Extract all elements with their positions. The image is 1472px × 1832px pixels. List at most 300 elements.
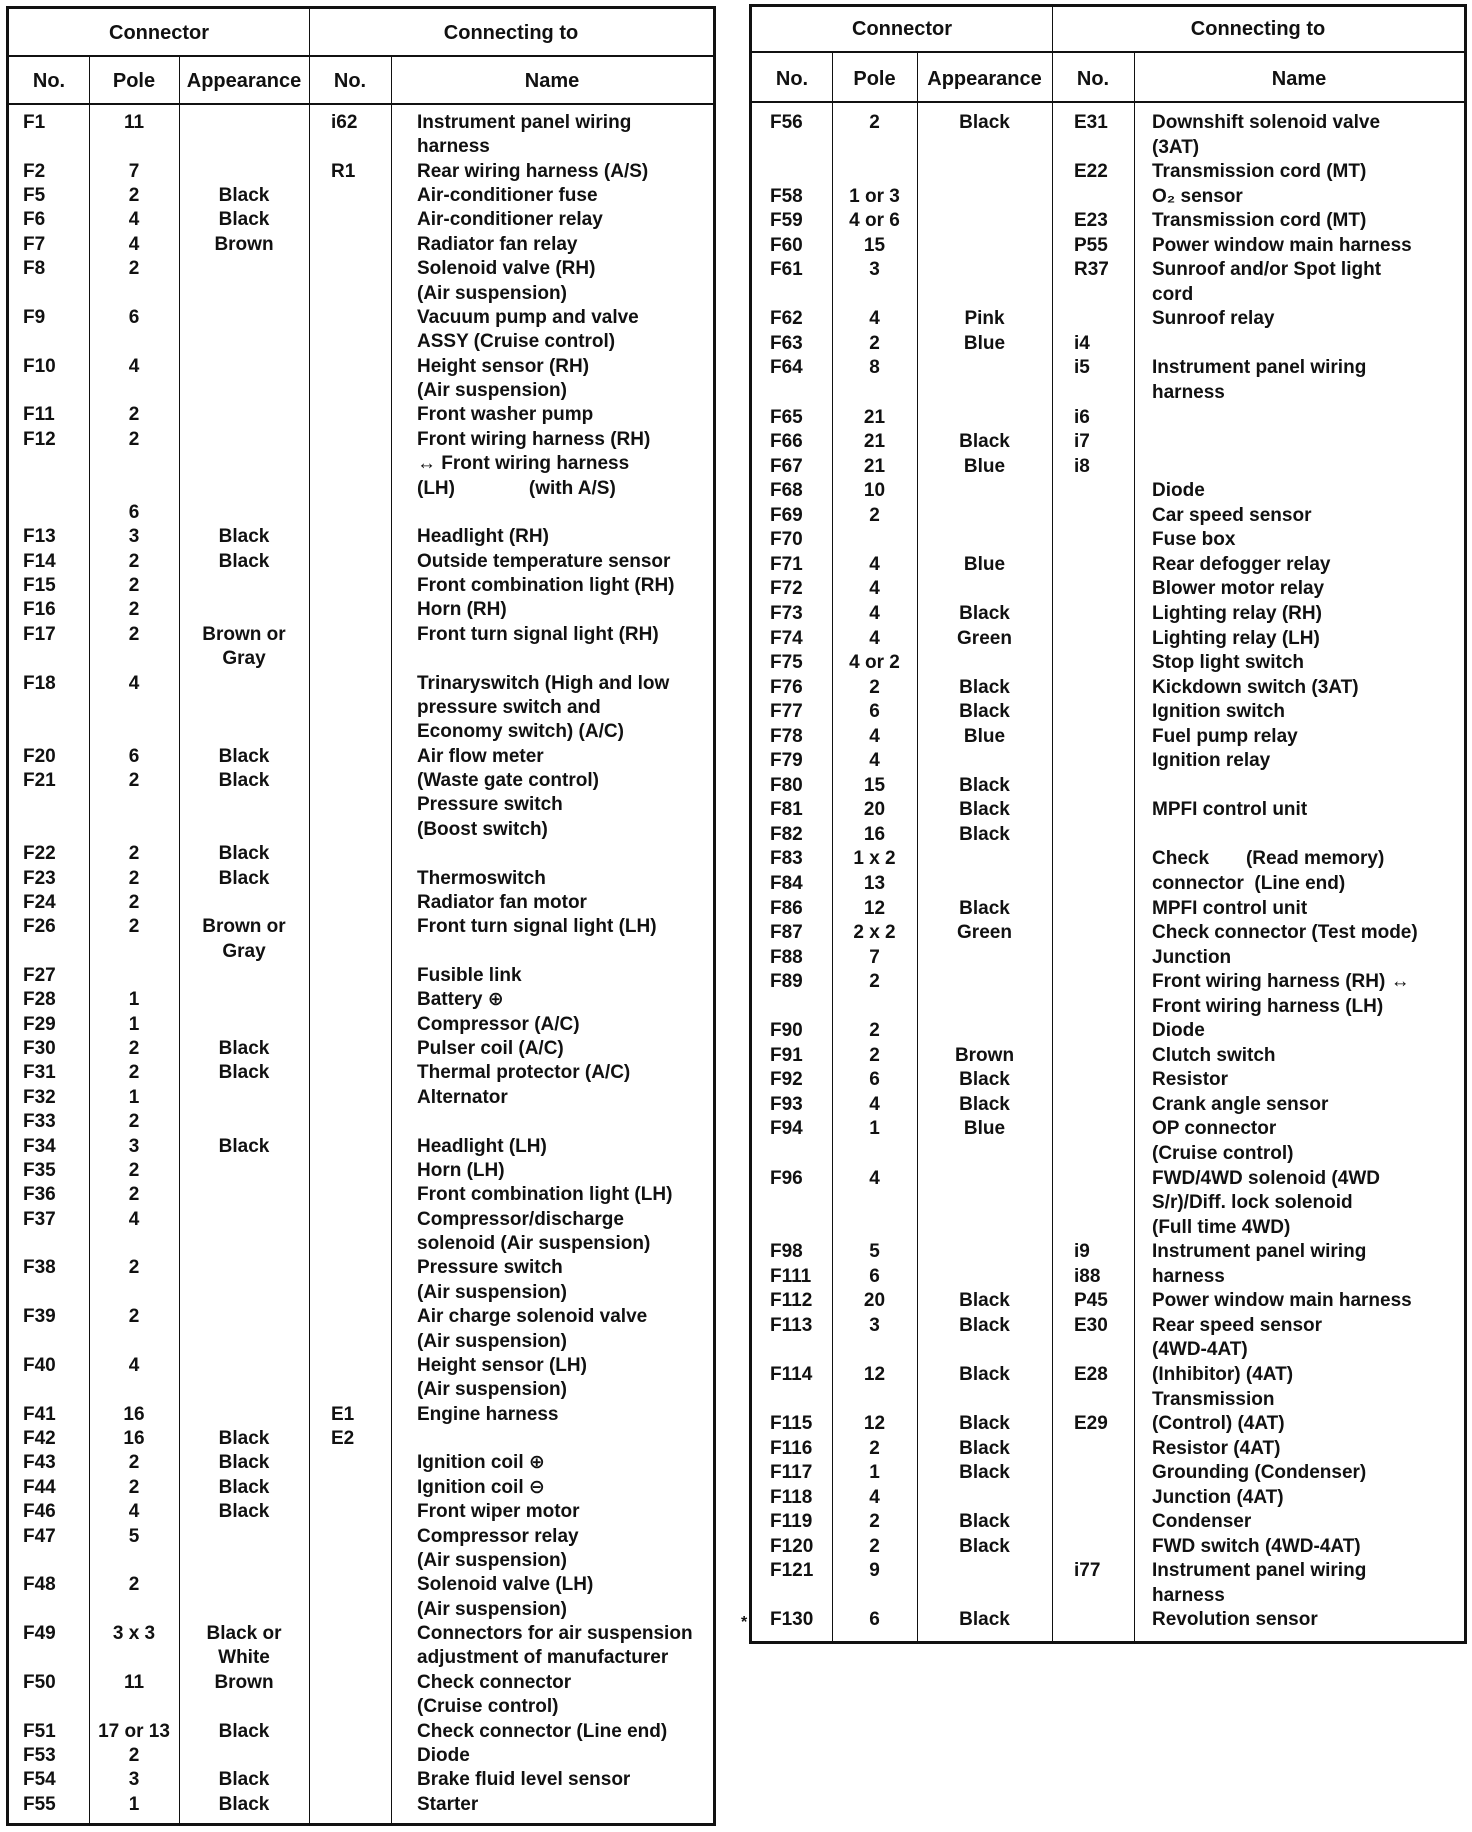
pole-count: 2	[128, 1744, 140, 1766]
connector-no: F33	[23, 1111, 56, 1133]
appearance: Black	[218, 1062, 270, 1084]
connecting-name: Sunroof relay	[1152, 308, 1275, 330]
connecting-name: Battery ⊕	[417, 989, 504, 1011]
appearance: Black	[218, 526, 270, 548]
connecting-no: i5	[1074, 357, 1090, 379]
header-name: Name	[524, 70, 580, 92]
connector-no: F120	[770, 1535, 814, 1557]
pole-count: 11	[123, 112, 145, 133]
appearance: Black	[959, 774, 1010, 796]
appearance: Brown	[954, 1044, 1015, 1066]
connector-no: F65	[770, 406, 803, 428]
connecting-name: Front combination light (RH)	[417, 575, 675, 597]
appearance: Black	[218, 1476, 270, 1498]
connector-no: F79	[770, 750, 803, 772]
connecting-no: i4	[1074, 332, 1090, 354]
header-connecting-to: Connecting to	[443, 22, 579, 44]
connector-no: F60	[770, 234, 803, 256]
pole-count: 2	[128, 404, 140, 426]
connector-no: F6	[23, 209, 46, 231]
footnote-marker: *	[741, 1614, 748, 1631]
pole-count: 2	[869, 676, 880, 698]
appearance: Black	[959, 823, 1010, 845]
connector-no: F69	[770, 504, 803, 526]
connector-no: F31	[23, 1062, 56, 1084]
connector-no: F46	[23, 1501, 56, 1523]
connector-no: F15	[23, 575, 56, 597]
appearance: Black	[218, 1720, 270, 1742]
connector-no: F118	[770, 1486, 813, 1508]
pole-count: 21	[863, 431, 886, 453]
connector-no: F89	[770, 971, 803, 993]
pole-count: 7	[869, 946, 880, 968]
connecting-name: Ignition switch	[1152, 701, 1285, 723]
pole-count: 2	[869, 1535, 880, 1557]
pole-count: 1 or 3	[849, 185, 900, 207]
connector-no: F71	[770, 553, 803, 575]
pole-count: 13	[863, 873, 886, 894]
connecting-name: Vacuum pump and valve ASSY (Cruise control)	[417, 306, 639, 353]
pole-count: 6	[128, 745, 140, 767]
pole-count: 4	[869, 1486, 880, 1508]
pole-count: 2	[869, 1511, 880, 1533]
connecting-name: Sunroof and/or Spot light cord	[1152, 259, 1382, 305]
connecting-no: i9	[1074, 1241, 1090, 1263]
connecting-name: O₂ sensor	[1152, 185, 1243, 207]
connector-no: F116	[770, 1437, 813, 1459]
pole-count: 2	[128, 185, 140, 207]
pole-count: 6	[869, 1069, 880, 1091]
appearance: Black	[959, 1609, 1010, 1631]
appearance: Black	[218, 1428, 270, 1450]
connecting-no: i8	[1074, 455, 1090, 477]
pole-count: 4	[128, 1208, 140, 1230]
connector-no: F64	[770, 357, 803, 379]
connecting-name: Rear wiring harness (A/S)	[417, 160, 649, 182]
connector-no: F86	[770, 897, 803, 919]
connecting-name: Junction (4AT)	[1152, 1486, 1284, 1508]
pole-count: 3	[869, 259, 880, 281]
connecting-name: Compressor/discharge solenoid (Air suspension)	[417, 1208, 651, 1255]
connecting-name: Starter	[417, 1793, 479, 1815]
connector-no: F32	[23, 1086, 56, 1108]
appearance: Black	[959, 1511, 1010, 1533]
pole-count: 4	[869, 602, 880, 624]
connecting-name: Crank angle sensor	[1152, 1093, 1329, 1115]
connecting-name: Front wiper motor	[417, 1501, 580, 1523]
connecting-name: Front turn signal light (RH)	[417, 623, 659, 645]
pole-count: 4	[128, 1354, 140, 1376]
connecting-name: MPFI control unit	[1152, 897, 1308, 919]
pole-count: 2	[128, 867, 140, 889]
appearance: Black	[218, 1038, 270, 1060]
appearance: Black	[218, 1135, 270, 1157]
header-appearance: Appearance	[927, 68, 1042, 90]
connecting-no: P55	[1074, 234, 1108, 256]
connecting-name: (Inhibitor) (4AT) Transmission	[1152, 1363, 1294, 1410]
connecting-name: Solenoid valve (LH) (Air suspension)	[417, 1574, 594, 1620]
connector-no: F56	[770, 112, 803, 133]
connecting-name: Transmission cord (MT)	[1152, 210, 1367, 232]
appearance: Black or White	[206, 1623, 282, 1669]
pole-count: 2	[128, 1452, 140, 1474]
connecting-name: Blower motor relay	[1152, 578, 1325, 600]
connector-no: F75	[770, 652, 803, 674]
pole-count: 2	[869, 112, 880, 133]
pole-count: 2	[128, 575, 140, 597]
connecting-name: Front washer pump	[417, 404, 594, 426]
connector-no: F23	[23, 867, 56, 889]
pole-count: 21	[863, 406, 886, 428]
pole-count: 2	[128, 428, 140, 450]
connecting-no: R37	[1074, 259, 1109, 281]
header-no: No.	[32, 70, 66, 92]
appearance: Brown	[214, 1671, 274, 1693]
appearance: Black	[218, 1793, 270, 1815]
connecting-name: Ignition coil ⊕	[417, 1452, 545, 1474]
pole-count: 1	[128, 1013, 140, 1035]
pole-count: 3	[128, 1135, 140, 1157]
appearance: Blue	[963, 553, 1006, 575]
pole-count: 12	[863, 1363, 886, 1385]
connector-no: F87	[770, 922, 803, 944]
connecting-name: Height sensor (RH) (Air suspension)	[417, 355, 590, 402]
left-connector-table	[6, 6, 716, 1826]
connecting-no: i6	[1074, 406, 1090, 428]
right-connector-table	[749, 4, 1467, 1644]
connecting-name: Diode	[417, 1744, 470, 1766]
connecting-name: Transmission cord (MT)	[1152, 161, 1367, 183]
connecting-name: Lighting relay (LH)	[1152, 627, 1320, 649]
connecting-no: i77	[1074, 1560, 1101, 1582]
connecting-name: Front wiring harness (RH) ↔ Front wiring harness (LH)	[1152, 971, 1410, 1017]
connector-no: F36	[23, 1184, 56, 1206]
connector-no: F59	[770, 210, 803, 232]
pole-count: 2	[128, 599, 140, 621]
pole-count: 2	[128, 1184, 140, 1206]
connecting-name: (Control) (4AT)	[1152, 1413, 1285, 1435]
header-pole: Pole	[112, 70, 156, 92]
appearance: Blue	[963, 455, 1006, 477]
pole-count: 15	[863, 234, 886, 256]
connector-no: F72	[770, 578, 803, 600]
pole-count: 2	[128, 1062, 140, 1084]
pole-count: 2	[128, 843, 140, 865]
pole-count: 4	[869, 578, 880, 600]
connecting-no: P45	[1074, 1290, 1108, 1312]
pole-count: 4	[128, 672, 140, 694]
connecting-name: Check connector (Line end)	[417, 1720, 668, 1742]
connector-no: F82	[770, 823, 803, 845]
pole-count: 9	[869, 1560, 880, 1582]
connecting-name: Air charge solenoid valve (Air suspension)	[417, 1306, 648, 1352]
connector-no: F84	[770, 873, 803, 894]
pole-count: 2	[869, 1020, 880, 1042]
appearance: Black	[218, 1769, 270, 1791]
connecting-no: i62	[331, 112, 358, 133]
connecting-name: Radiator fan relay	[417, 233, 578, 255]
connector-no: F62	[770, 308, 803, 330]
pole-count: 2	[128, 1038, 140, 1060]
pole-count: 17 or 13	[98, 1720, 170, 1742]
connector-no: F111	[770, 1265, 812, 1287]
connecting-name: Car speed sensor	[1152, 504, 1312, 526]
connecting-name: Power window main harness	[1152, 234, 1412, 256]
connector-no: F44	[23, 1476, 56, 1498]
connector-no: F37	[23, 1208, 56, 1230]
connector-no: F35	[23, 1159, 56, 1181]
connector-no: F74	[770, 627, 803, 649]
connecting-name: Check (Read memory)	[1152, 848, 1385, 870]
connector-no: F113	[770, 1314, 813, 1336]
connector-no: F49	[23, 1623, 56, 1645]
connecting-name: Resistor	[1152, 1069, 1229, 1091]
connector-no: F83	[770, 848, 803, 870]
connecting-name: Ignition coil ⊖	[417, 1476, 545, 1498]
appearance: Black	[218, 209, 270, 231]
header-appearance: Appearance	[186, 70, 302, 92]
appearance: Black	[959, 701, 1010, 723]
connecting-no: E1	[331, 1403, 355, 1425]
connector-no: F28	[23, 989, 56, 1011]
connecting-name: Clutch switch	[1152, 1044, 1276, 1066]
connector-no: F88	[770, 946, 803, 968]
connecting-name: Lighting relay (RH)	[1152, 602, 1322, 624]
header-connecting-no: No.	[1076, 68, 1110, 90]
pole-count: 4	[869, 750, 880, 772]
appearance: Black	[959, 799, 1010, 821]
connecting-no: E28	[1074, 1363, 1108, 1385]
appearance: Brown or Gray	[202, 916, 286, 962]
pole-count: 7	[128, 160, 140, 182]
connecting-name: Check connector (Test mode)	[1152, 922, 1418, 944]
pole-count: 5	[128, 1525, 140, 1547]
connector-no: F51	[23, 1720, 56, 1742]
appearance: Black	[218, 550, 270, 572]
pole-count: 1	[869, 1462, 880, 1484]
connecting-name: Outside temperature sensor	[417, 550, 671, 572]
pole-count: 3	[128, 526, 140, 548]
connecting-name: Fuel pump relay	[1152, 725, 1298, 747]
connector-no: F34	[23, 1135, 56, 1157]
connecting-name: Front turn signal light (LH)	[417, 916, 657, 938]
appearance: Black	[218, 745, 270, 767]
pole-count: 2 x 2	[853, 922, 896, 944]
connecting-name: Stop light switch	[1152, 652, 1304, 674]
appearance: Black	[218, 185, 270, 207]
appearance: Green	[957, 922, 1012, 944]
connecting-name: Instrument panel wiring harness	[1152, 357, 1367, 404]
connector-no: F96	[770, 1167, 803, 1189]
pole-count: 2	[128, 258, 140, 280]
connecting-name: Diode	[1152, 480, 1205, 502]
connecting-no: E22	[1074, 161, 1108, 183]
pole-count: 16	[863, 823, 886, 845]
connecting-name: Brake fluid level sensor	[417, 1769, 631, 1791]
appearance: Black	[218, 770, 270, 792]
connecting-name: Rear speed sensor (4WD-4AT)	[1152, 1314, 1323, 1361]
pole-count: 2	[128, 550, 140, 572]
header-connecting-to: Connecting to	[1190, 18, 1326, 40]
connector-no: F121	[770, 1560, 814, 1582]
pole-count: 2	[869, 332, 880, 354]
connector-no: F2	[23, 160, 46, 182]
connector-no: F14	[23, 550, 56, 572]
connector-no: F94	[770, 1118, 803, 1140]
pole-count: 2	[128, 1476, 140, 1498]
connecting-name: Revolution sensor	[1152, 1609, 1318, 1631]
connector-no: F20	[23, 745, 56, 767]
connecting-no: R1	[331, 160, 356, 182]
connecting-name: FWD switch (4WD-4AT)	[1152, 1535, 1361, 1557]
connector-no: F90	[770, 1020, 803, 1042]
connector-no: F73	[770, 602, 803, 624]
pole-count: 20	[863, 799, 886, 821]
pole-count: 4	[869, 1167, 880, 1189]
connecting-name: Downshift solenoid valve (3AT)	[1152, 112, 1381, 158]
pole-count: 11	[123, 1671, 145, 1693]
connecting-name: Ignition relay	[1152, 750, 1271, 772]
appearance: Black	[959, 1462, 1010, 1484]
connecting-name: Headlight (RH)	[417, 526, 549, 548]
connector-no: F5	[23, 185, 46, 207]
pole-count: 6	[869, 1609, 880, 1631]
pole-count: 4	[128, 209, 140, 231]
pole-count: 2	[128, 1111, 140, 1133]
connector-no: F77	[770, 701, 803, 723]
connector-no: F119	[770, 1511, 813, 1533]
connector-no: F53	[23, 1744, 56, 1766]
header-name: Name	[1271, 68, 1327, 90]
header-connector: Connector	[109, 22, 209, 44]
pole-count: 16	[123, 1403, 145, 1425]
connector-no: F47	[23, 1525, 56, 1547]
pole-count: 12	[863, 897, 886, 919]
connecting-name: Air-conditioner relay	[417, 209, 603, 231]
connecting-name: Junction	[1152, 946, 1232, 968]
appearance: Black	[218, 843, 270, 865]
connector-no: F93	[770, 1093, 803, 1115]
connector-no: F38	[23, 1257, 56, 1279]
connecting-name: Instrument panel wiring harness	[417, 112, 632, 158]
connecting-no: E2	[331, 1428, 355, 1450]
connector-no: F9	[23, 306, 46, 328]
appearance: Brown	[214, 233, 274, 255]
connecting-name: Fuse box	[1152, 529, 1236, 551]
appearance: Blue	[963, 332, 1006, 354]
connecting-name: Kickdown switch (3AT)	[1152, 676, 1359, 698]
connector-no: F70	[770, 529, 803, 551]
pole-count: 4	[869, 725, 880, 747]
pole-count: 6	[869, 701, 880, 723]
connector-no: F22	[23, 843, 56, 865]
pole-count: 2	[128, 891, 140, 913]
connector-no: F26	[23, 916, 56, 938]
pole-count: 6	[128, 501, 140, 523]
connecting-name: Instrument panel wiring	[1152, 1241, 1367, 1263]
appearance: Black	[959, 1363, 1010, 1385]
appearance: Black	[959, 1093, 1010, 1115]
connector-no: F91	[770, 1044, 803, 1066]
pole-count: 1 x 2	[853, 848, 896, 870]
connecting-name: Front combination light (LH)	[417, 1184, 673, 1206]
connector-no: F66	[770, 431, 803, 453]
pole-count: 4 or 6	[849, 210, 900, 232]
header-connector: Connector	[852, 18, 952, 40]
connector-no: F80	[770, 774, 803, 796]
appearance: Black	[959, 1535, 1010, 1557]
connector-no: F13	[23, 526, 56, 548]
pole-count: 4	[869, 627, 880, 649]
connecting-name: Grounding (Condenser)	[1152, 1462, 1367, 1484]
appearance: Black	[959, 1069, 1010, 1091]
connector-no: F112	[770, 1290, 813, 1312]
connector-no: F40	[23, 1354, 56, 1376]
connector-no: F114	[770, 1363, 813, 1385]
connector-no: F76	[770, 676, 803, 698]
connector-no: F130	[770, 1609, 814, 1631]
connecting-no: E30	[1074, 1314, 1108, 1336]
connector-no: F98	[770, 1241, 803, 1263]
appearance: Black	[218, 1452, 270, 1474]
pole-count: 1	[128, 1086, 140, 1108]
connecting-name: Headlight (LH)	[417, 1135, 547, 1157]
appearance: Blue	[963, 1118, 1006, 1140]
appearance: Pink	[964, 308, 1005, 330]
appearance: Black	[959, 431, 1010, 453]
connector-no: F18	[23, 672, 56, 694]
connector-no: F27	[23, 965, 56, 986]
appearance: Black	[959, 1413, 1010, 1435]
pole-count: 1	[128, 989, 140, 1011]
connector-no: F67	[770, 455, 803, 477]
appearance: Black	[959, 1290, 1010, 1312]
appearance: Brown or Gray	[202, 623, 286, 670]
connector-no: F12	[23, 428, 56, 450]
connecting-name: Resistor (4AT)	[1152, 1437, 1281, 1459]
pole-count: 2	[869, 504, 880, 526]
connector-no: F92	[770, 1069, 803, 1091]
pole-count: 15	[863, 774, 886, 796]
pole-count: 4	[128, 355, 140, 377]
connector-no: F48	[23, 1574, 56, 1596]
pole-count: 2	[869, 1044, 880, 1066]
connector-no: F50	[23, 1671, 56, 1693]
connecting-name: connector (Line end)	[1152, 873, 1346, 894]
appearance: Green	[957, 627, 1012, 649]
connecting-name: Height sensor (LH) (Air suspension)	[417, 1354, 587, 1401]
connector-no: F43	[23, 1452, 56, 1474]
connector-no: F42	[23, 1428, 56, 1450]
appearance: Black	[218, 1501, 270, 1523]
connecting-no: E29	[1074, 1413, 1108, 1435]
connector-no: F81	[770, 799, 803, 821]
pole-count: 2	[869, 1437, 880, 1459]
appearance: Black	[959, 676, 1010, 698]
connecting-name: Connectors for air suspension adjustment of manufacturer	[417, 1623, 693, 1669]
connecting-name: Fusible link	[417, 965, 522, 986]
connector-no: F54	[23, 1769, 56, 1791]
pole-count: 1	[128, 1793, 140, 1815]
pole-count: 3	[128, 1769, 140, 1791]
pole-count: 2	[128, 770, 140, 792]
pole-count: 4	[869, 553, 880, 575]
connecting-name: Power window main harness	[1152, 1290, 1412, 1312]
pole-count: 6	[128, 306, 140, 328]
connector-no: F21	[23, 770, 56, 792]
pole-count: 4	[128, 1501, 140, 1523]
connector-no: F78	[770, 725, 803, 747]
